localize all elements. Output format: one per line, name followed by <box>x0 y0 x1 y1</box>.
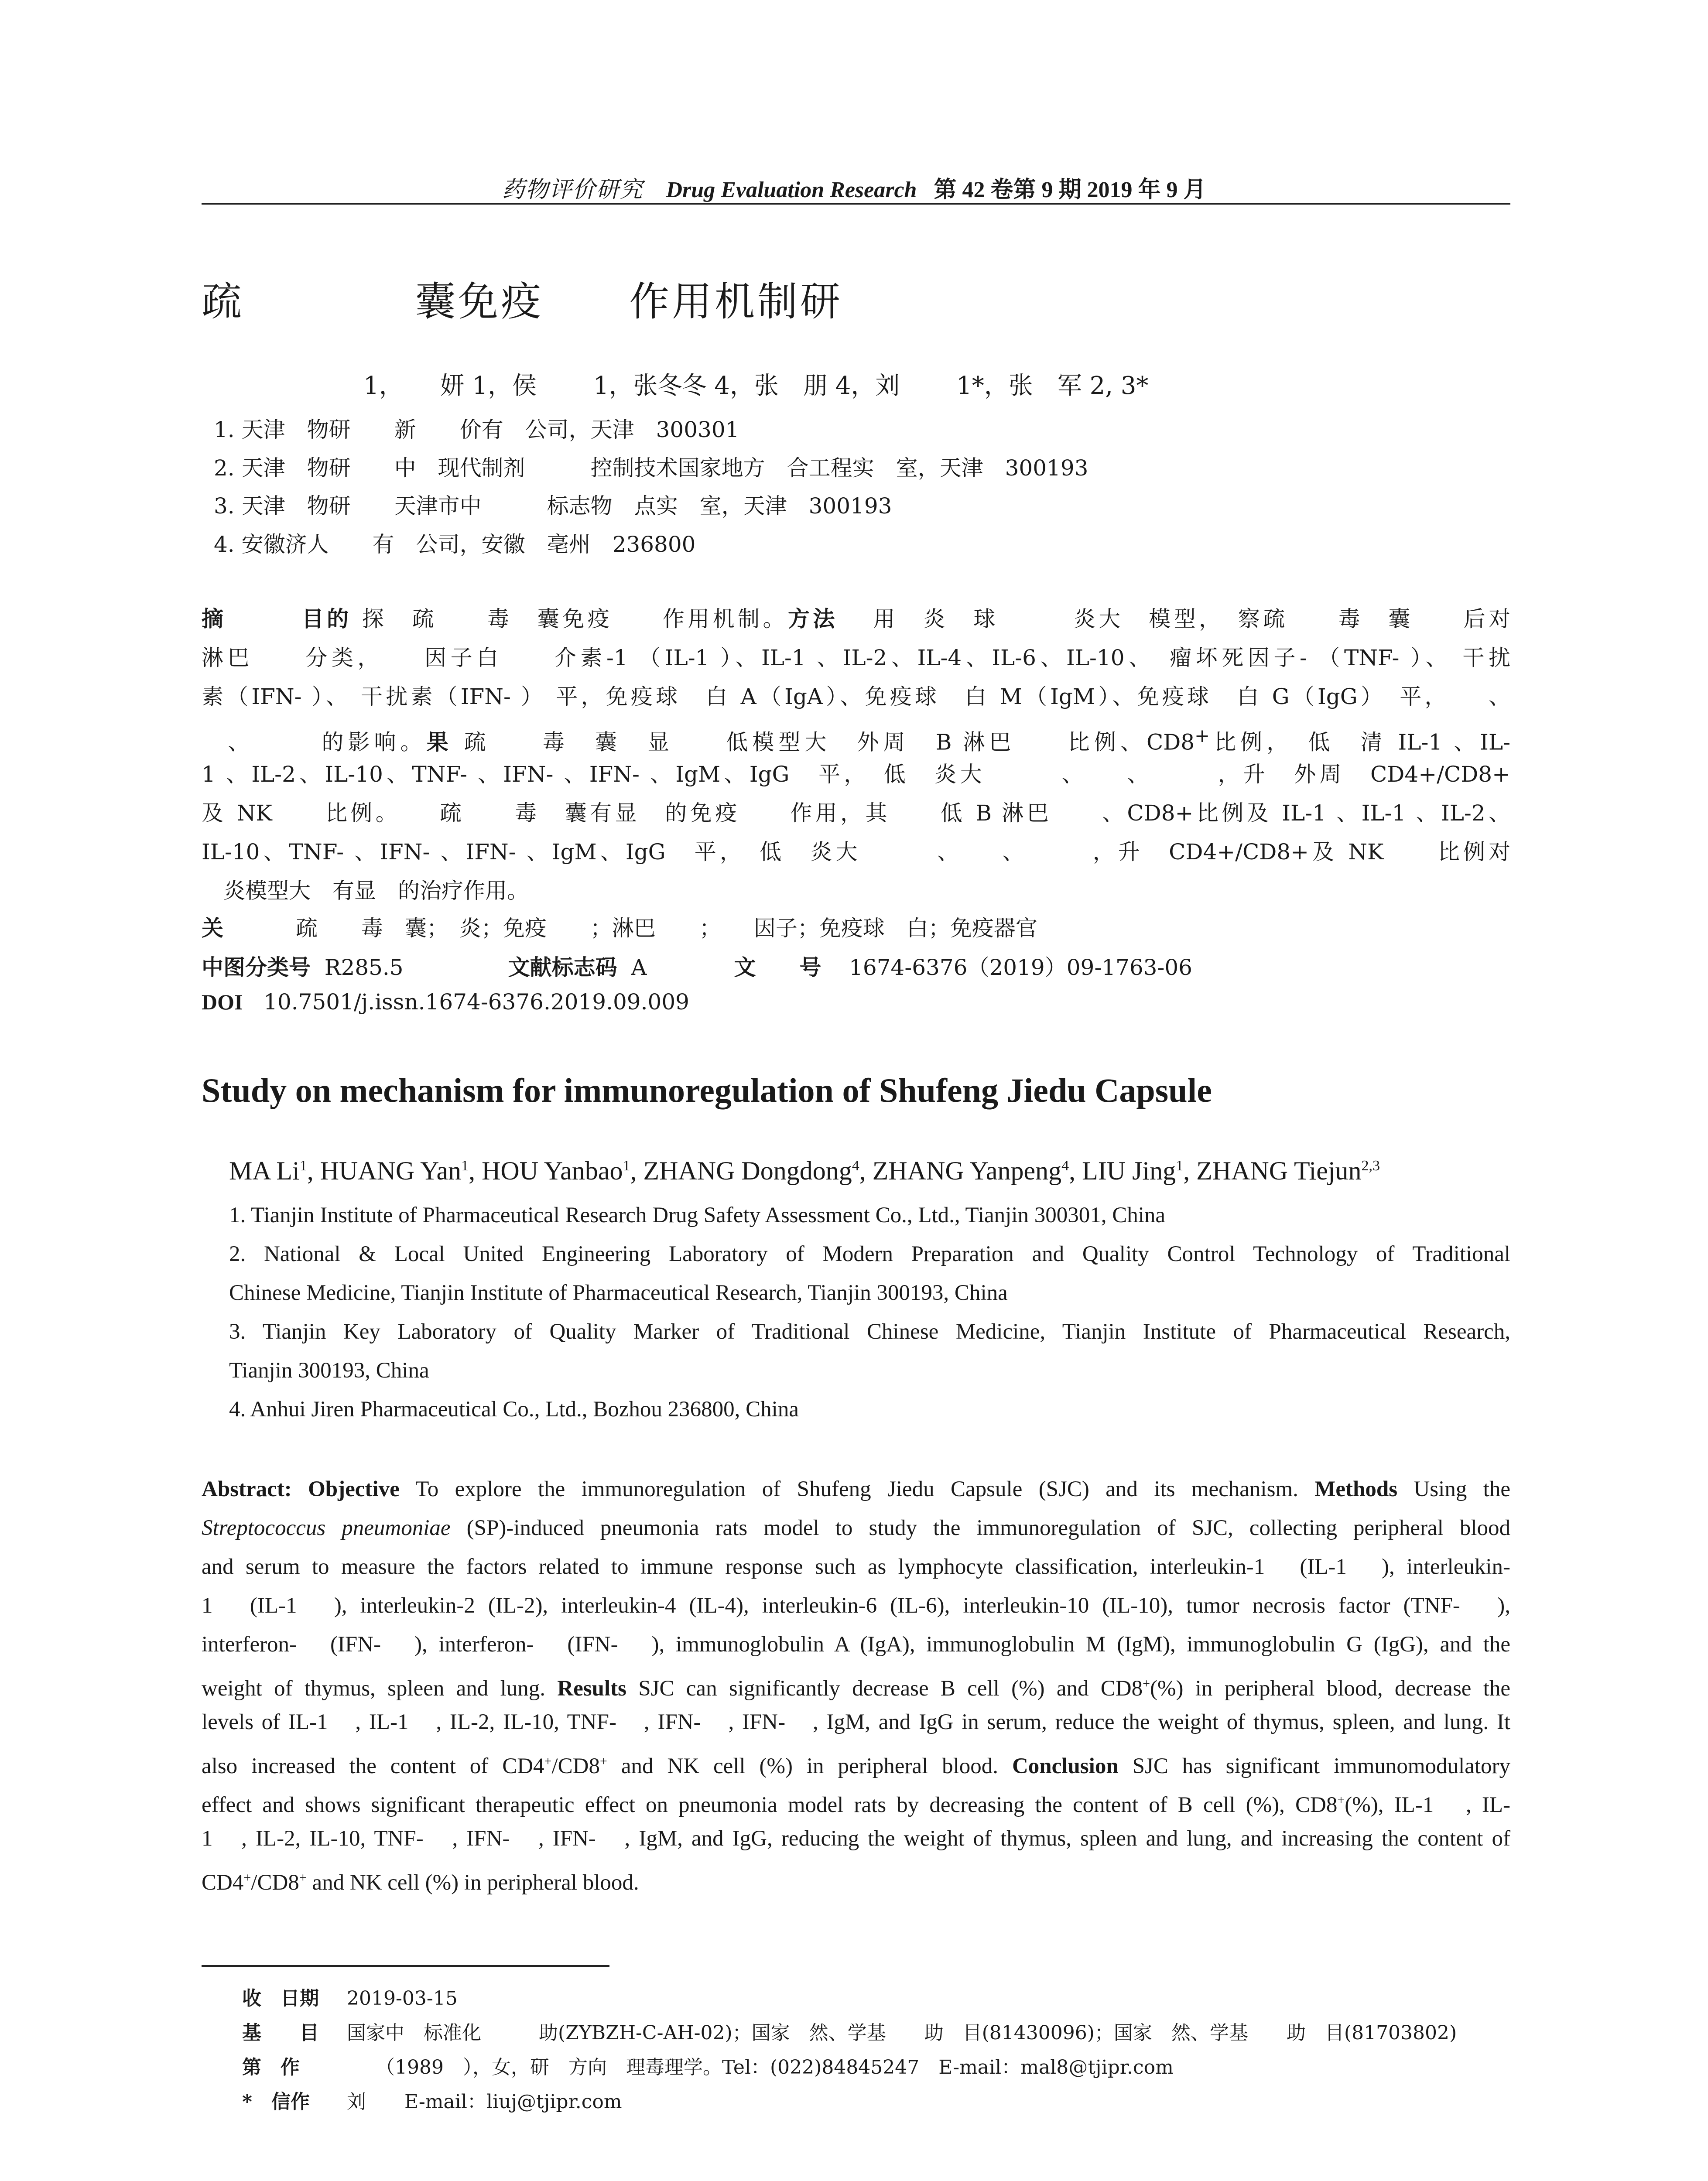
cn-abstract-line: 摘 目的 探 疏 毒 囊免疫 作用机制。方法 用 炎 球 炎大 模型， 察疏 毒 囊 后对 <box>202 606 1511 632</box>
footnote-rule <box>202 1965 609 1967</box>
footnote-corresponding: * 信作 刘 E-mail：liuj@tjipr.com <box>242 2091 622 2113</box>
doi-link[interactable]: 10.7501/j.issn.1674-6376.2019.09.009 <box>264 989 689 1015</box>
en-affiliation: 2. National & Local United Engineering Laboratory of Modern Preparation and Quality Control Technology of Traditional <box>229 1242 1510 1266</box>
en-abstract-line: effect and shows significant therapeutic effect on pneumonia model rats by decreasing the content of B cell (%), CD8+(%), IL-1 , IL- <box>202 1793 1510 1817</box>
en-abstract-line: CD4+/CD8+ and NK cell (%) in peripheral blood. <box>202 1870 639 1895</box>
en-affiliation: 3. Tianjin Key Laboratory of Quality Marker of Traditional Chinese Medicine, Tianjin Institute of Pharmaceutical Research, <box>229 1320 1510 1344</box>
cn-abstract-line: 淋巴 分类， 因子白 介素-1 （IL-1 ）、IL-1 、IL-2、IL-4、IL-6、IL-10、 瘤坏死因子- （TNF- ）、 干扰 <box>202 645 1510 670</box>
cn-abstract-line: 素（IFN- ）、 干扰素（IFN- ） 平，免疫球 白 A（IgA）、免疫球 白 M（IgM）、免疫球 白 G（IgG） 平， 、 <box>202 684 1510 709</box>
cn-objective-label: 目的 <box>301 606 352 632</box>
journal-logo: 药物评价研究 <box>502 178 643 202</box>
en-affiliation: Tianjin 300193, China <box>229 1358 429 1383</box>
issue-info: 第 42 卷第 9 期 2019 年 9 月 <box>934 178 1206 202</box>
cn-affiliation: 1. 天津 物研 新 价有 公司，天津 300301 <box>214 417 739 442</box>
cn-affiliation: 3. 天津 物研 天津市中 标志物 点实 室，天津 300193 <box>214 493 892 519</box>
cn-doi: DOI 10.7501/j.issn.1674-6376.2019.09.009 <box>202 989 689 1015</box>
en-affiliation: Chinese Medicine, Tianjin Institute of Pharmaceutical Research, Tianjin 300193, China <box>229 1281 1008 1305</box>
footnote-funding: 基 目 国家中 标准化 助(ZYBZH-C-AH-02)；国家 然、学基 助 目(81430096)；国家 然、学基 助 目(81703802) <box>242 2022 1457 2044</box>
cn-methods-label: 方法 <box>787 606 838 632</box>
cn-abstract-line: 及 NK 比例。 疏 毒 囊有显 的免疫 作用，其 低 B 淋巴 、CD8+比例及 IL-1 、IL-1 、IL-2、 <box>202 800 1510 826</box>
en-affiliation: 4. Anhui Jiren Pharmaceutical Co., Ltd., Bozhou 236800, China <box>229 1397 799 1422</box>
cn-abstract-line: 1 、IL-2、IL-10、TNF- 、IFN- 、IFN- 、IgM、IgG 平， 低 炎大 、 、 ，升 外周 CD4+/CD8+ <box>202 762 1510 787</box>
cn-abstract-line: 炎模型大 有显 的治疗作用。 <box>202 878 529 903</box>
en-affiliation: 1. Tianjin Institute of Pharmaceutical Research Drug Safety Assessment Co., Ltd., Tianjin 300301, China <box>229 1203 1166 1227</box>
en-abstract-line: and serum to measure the factors related to immune response such as lymphocyte classification, interleukin-1 (IL-1 ), interleukin- <box>202 1555 1510 1579</box>
en-conclusion-label: Conclusion <box>1012 1754 1119 1778</box>
cn-abstract-line: 、 的影响。果 疏 毒 囊 显 低模型大 外周 B 淋巴 比例、CD8+比例， 低 清 IL-1 、IL- <box>202 725 1511 755</box>
en-results-label: Results <box>557 1676 626 1701</box>
cn-keywords: 关 疏 毒 囊； 炎；免疫 ；淋巴 ； 因子；免疫球 白；免疫器官 <box>202 916 1037 941</box>
en-abstract-line: 1 (IL-1 ), interleukin-2 (IL-2), interleukin-4 (IL-4), interleukin-6 (IL-6), interleukin-10 (IL-10), tumor necrosis factor (TNF- ), <box>202 1593 1510 1618</box>
en-abstract-line: also increased the content of CD4+/CD8+ and NK cell (%) in peripheral blood. Conclusion SJC has significant immunomodulatory <box>202 1754 1510 1778</box>
en-authors: MA Li$^1$, HUANG Yan$^1$, HOU Yanbao$^1$, ZHANG Dongdong$^4$, ZHANG Yanpeng$^4$, LIU Jing$^1$, ZHANG Tiejun$^{2,3}$ <box>229 1156 1380 1185</box>
running-header <box>0 171 1708 204</box>
en-abstract-line: weight of thymus, spleen and lung. Results SJC can significantly decrease B cell (%) and CD8+(%) in peripheral blood, decrease the <box>202 1676 1511 1701</box>
cn-results-label: 果 <box>426 729 453 755</box>
cn-affiliation: 4. 安徽济人 有 公司，安徽 亳州 236800 <box>214 532 696 557</box>
en-abstract-line: interferon- (IFN- ), interferon- (IFN- ), immunoglobulin A (IgA), immunoglobulin M (IgM), immunoglobulin G (IgG), and the <box>202 1632 1510 1657</box>
en-abstract-line: 1 , IL-2, IL-10, TNF- , IFN- , IFN- , IgM, and IgG, reducing the weight of thymus, spleen and lung, and increasing the content of <box>202 1826 1510 1851</box>
footnote-received: 收 日期 2019-03-15 <box>242 1987 458 2010</box>
journal-name: Drug Evaluation Research <box>666 178 917 202</box>
header-rule <box>202 203 1510 205</box>
en-title: Study on mechanism for immunoregulation of Shufeng Jiedu Capsule <box>202 1071 1212 1109</box>
cn-abstract-line: IL-10、TNF- 、IFN- 、IFN- 、IgM、IgG 平， 低 炎大 、 、 ，升 CD4+/CD8+及 NK 比例对 <box>202 839 1510 865</box>
en-abstract-line: levels of IL-1 , IL-1 , IL-2, IL-10, TNF- , IFN- , IFN- , IgM, and IgG in serum, reduce the weight of thymus, spleen, and lung. It <box>202 1710 1510 1734</box>
en-objective-label: Objective <box>308 1477 400 1501</box>
cn-abstract-label: 摘 <box>202 606 302 632</box>
cn-classification: 中图分类号 R285.5 文献标志码 A 文 号 1674-6376（2019）09-1763-06 <box>202 955 1192 980</box>
cn-authors: 1， 妍 1，侯 1，张冬冬 4，张 朋 4，刘 1*，张 军 2, 3* <box>290 372 1149 400</box>
cn-affiliation: 2. 天津 物研 中 现代制剂 控制技术国家地方 合工程实 室，天津 300193 <box>214 455 1088 481</box>
en-methods-label: Methods <box>1314 1477 1398 1501</box>
en-abstract-line: Abstract: Objective To explore the immunoregulation of Shufeng Jiedu Capsule (SJC) and its mechanism. Methods Using the <box>202 1477 1510 1501</box>
en-abstract-line: Streptococcus pneumoniae (SP)-induced pneumonia rats model to study the immunoregulation of SJC, collecting peripheral blood <box>202 1516 1510 1540</box>
cn-title: 疏 囊免疫 作用机制研 <box>202 278 843 325</box>
en-abstract-label: Abstract: <box>202 1477 292 1501</box>
footnote-first-author: 第 作 （1989 ），女，研 方向 理毒理学。Tel：(022)84845247 E-mail：mal8@tjipr.com <box>242 2056 1174 2078</box>
